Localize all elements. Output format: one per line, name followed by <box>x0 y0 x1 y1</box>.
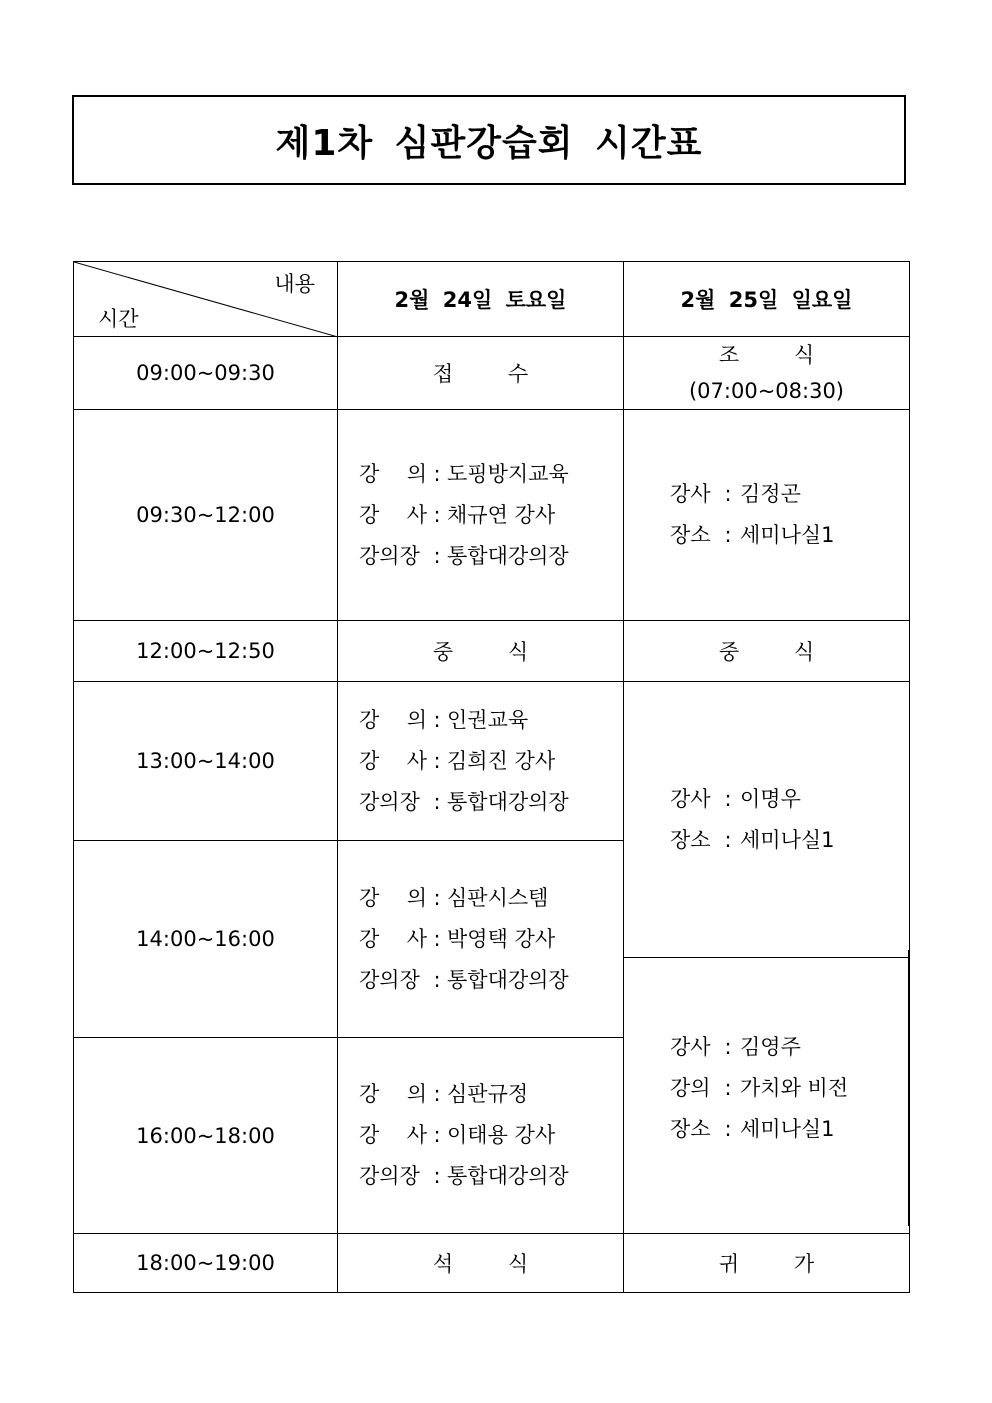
instructor-line: 강사 : 김정곤 <box>670 482 801 506</box>
day2-cell: 귀 가 <box>624 1234 910 1293</box>
day1-cell <box>338 410 624 621</box>
lecture-line: 강 의 : 심판시스템 <box>359 885 549 910</box>
time-cell: 14:00~16:00 <box>74 841 338 1038</box>
title-box <box>72 95 906 185</box>
lecture-line: 강 의 : 인권교육 <box>359 707 529 732</box>
time-cell: 13:00~14:00 <box>74 682 338 841</box>
time-cell: 12:00~12:50 <box>74 621 338 682</box>
venue-line: 강의장 : 통합대강의장 <box>359 967 569 992</box>
venue-line: 강의장 : 통합대강의장 <box>359 543 569 568</box>
day2-cell <box>624 337 910 410</box>
venue-line: 장소 : 세미나실1 <box>670 827 835 852</box>
table-row <box>74 621 910 682</box>
day1-cell: 접 수 <box>338 337 624 410</box>
instructor-line: 강 사 : 채규연 강사 <box>359 502 556 527</box>
breakfast-time: (07:00~08:30) <box>688 379 845 403</box>
header-corner-cell <box>74 262 338 337</box>
time-cell: 09:30~12:00 <box>74 410 338 621</box>
day1-cell <box>338 682 624 841</box>
venue-line: 장소 : 세미나실1 <box>670 523 835 547</box>
instructor-line: 강사 : 이명우 <box>670 786 801 811</box>
instructor-line: 강 사 : 박영택 강사 <box>359 926 556 951</box>
instructor-line: 강사 : 김영주 <box>670 1034 801 1059</box>
header-row <box>74 262 910 337</box>
time-label: 시간 <box>98 307 139 331</box>
lecture-line: 강 의 : 도핑방지교육 <box>359 461 569 486</box>
day2-header: 2월 25일 일요일 <box>624 262 910 337</box>
lecture-line: 강 의 : 심판규정 <box>359 1082 529 1106</box>
day2-afternoon-b <box>624 950 909 1226</box>
table-row <box>74 410 910 621</box>
breakfast-label: 조 식 <box>718 343 839 367</box>
content-label: 내용 <box>274 272 315 296</box>
venue-line: 장소 : 세미나실1 <box>670 1116 835 1141</box>
venue-line: 강의장 : 통합대강의장 <box>359 1164 569 1188</box>
time-cell: 18:00~19:00 <box>74 1234 338 1293</box>
day1-header: 2월 24일 토요일 <box>338 262 624 337</box>
page-title: 제1차 심판강습회 시간표 <box>275 122 703 164</box>
day2-cell: 중 식 <box>624 621 910 682</box>
venue-line: 강의장 : 통합대강의장 <box>359 789 569 814</box>
day2-cell <box>624 410 910 621</box>
day1-cell <box>338 1038 624 1234</box>
day2-afternoon-a <box>624 682 909 958</box>
time-cell: 09:00~09:30 <box>74 337 338 410</box>
table-row <box>74 337 910 410</box>
time-cell: 16:00~18:00 <box>74 1038 338 1234</box>
instructor-line: 강 사 : 이태용 강사 <box>359 1123 556 1147</box>
day1-cell <box>338 841 624 1038</box>
day1-cell: 중 식 <box>338 621 624 682</box>
table-row <box>74 682 910 841</box>
table-row <box>74 1234 910 1293</box>
day1-cell: 석 식 <box>338 1234 624 1293</box>
lecture-line: 강의 : 가치와 비전 <box>670 1075 849 1100</box>
instructor-line: 강 사 : 김희진 강사 <box>359 748 556 773</box>
